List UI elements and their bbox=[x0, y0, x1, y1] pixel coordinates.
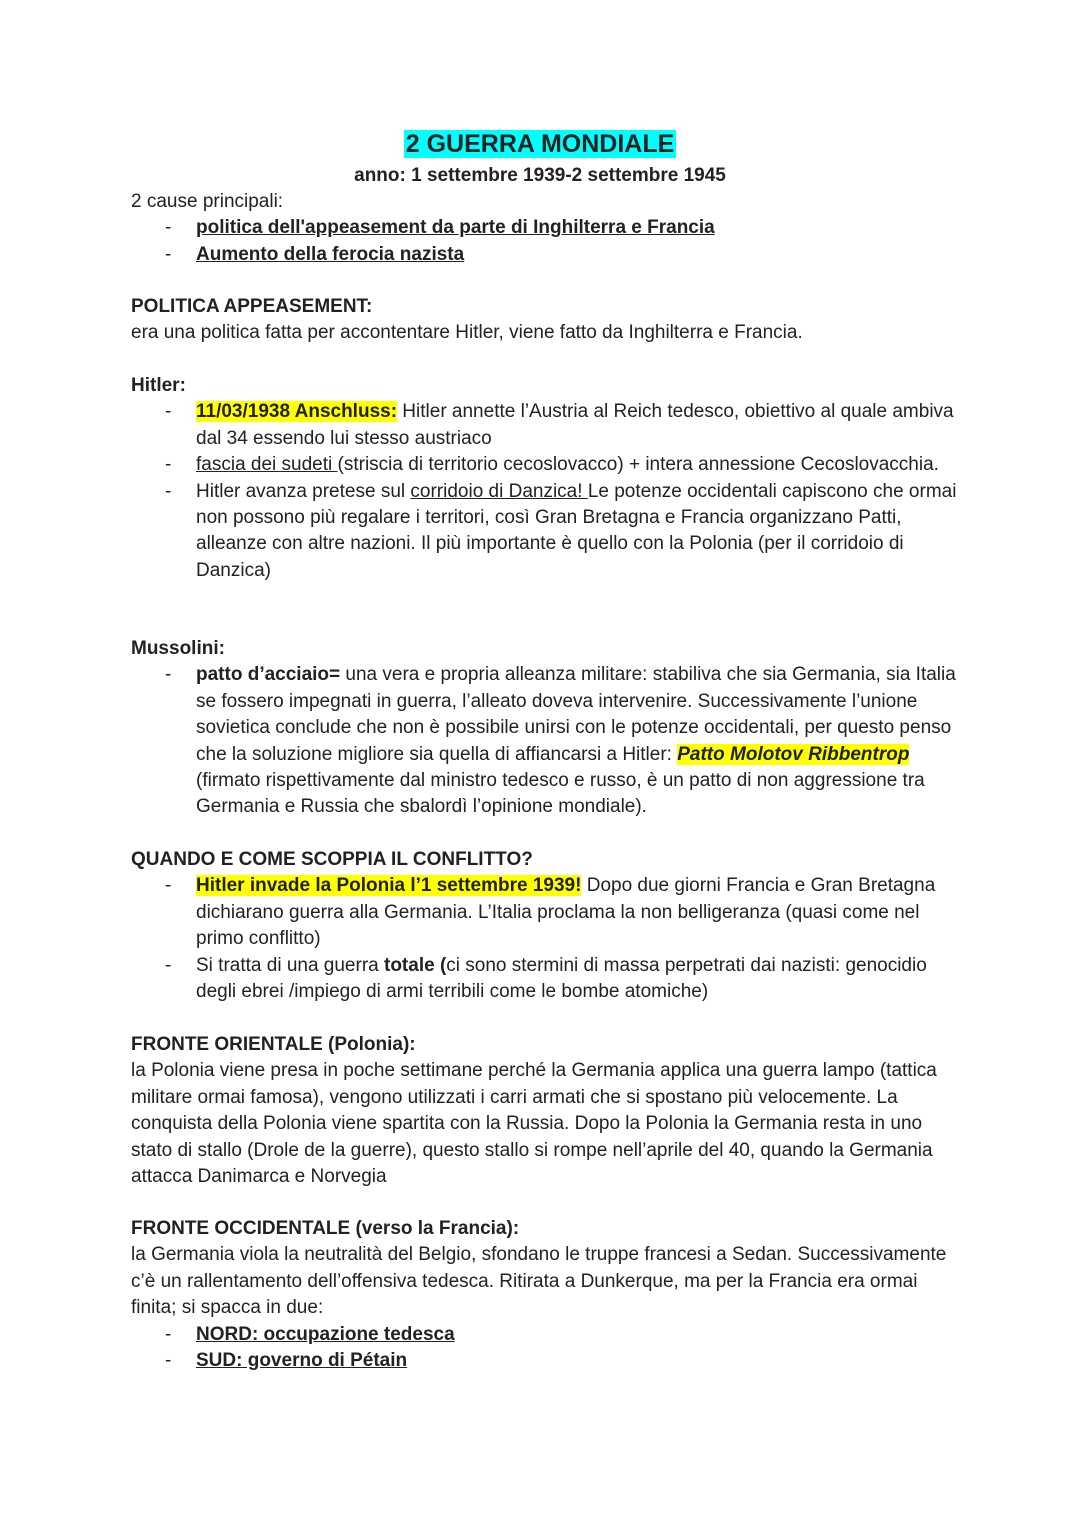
nord-item: NORD: occupazione tedesca bbox=[196, 1323, 455, 1345]
mussolini-list bbox=[131, 662, 961, 820]
appeasement-text: era una politica fatta per accontentare Hitler, viene fatto da Inghilterra e Francia. bbox=[131, 322, 803, 344]
east-front-heading: FRONTE ORIENTALE (Polonia): bbox=[131, 1034, 416, 1055]
page-title: 2 GUERRA MONDIALE bbox=[405, 130, 675, 158]
list-item bbox=[131, 399, 961, 452]
causes-section bbox=[131, 189, 961, 268]
west-front-section bbox=[131, 1216, 961, 1374]
cause-2: Aumento della ferocia nazista bbox=[196, 243, 465, 265]
list-item bbox=[131, 662, 961, 820]
conflict-list bbox=[131, 873, 961, 1005]
total-war-bold: totale ( bbox=[384, 954, 447, 976]
west-front-heading: FRONTE OCCIDENTALE (verso la Francia): bbox=[131, 1218, 520, 1239]
title-container bbox=[0, 128, 1080, 160]
list-item bbox=[131, 215, 961, 241]
danzica-text: Le potenze occidentali capiscono che ormai non possono più regalare i territori, così Gran Bretagna e Francia organizzano Patti, alleanze con altre nazioni. Il più importante è quello con la Polonia (per il corridoio di Danzica) bbox=[196, 480, 957, 581]
hitler-heading: Hitler: bbox=[131, 375, 186, 396]
molotov-text: (firmato rispettivamente dal ministro tedesco e russo, è un patto di non aggressione tra Germania e Russia che sbalordì l’opinione mondiale). bbox=[196, 770, 925, 818]
east-front-text: la Polonia viene presa in poche settimane perché la Germania applica una guerra lampo (tattica militare ormai famosa), vengono utilizzati i carri armati che si spostano più velocemente. La conquista della Polonia viene spartita con la Russia. Dopo la Polonia la Germania resta in uno stato di stallo (Drole de la guerre), questo stallo si rompe nell’aprile del 40, quando la Germania attacca Danimarca e Norvegia bbox=[131, 1060, 937, 1188]
east-front-section bbox=[131, 1032, 961, 1190]
anschluss-text: Hitler annette l’Austria al Reich tedesco, obiettivo al quale ambiva dal 34 essendo lui stesso austriaco bbox=[196, 401, 954, 449]
conflict-section bbox=[131, 847, 961, 1005]
anschluss-highlight: 11/03/1938 Anschluss: bbox=[196, 401, 398, 423]
mussolini-heading: Mussolini: bbox=[131, 638, 225, 659]
appeasement-heading: POLITICA APPEASEMENT: bbox=[131, 296, 373, 317]
danzica-pre: Hitler avanza pretese sul bbox=[196, 480, 411, 502]
cause-1: politica dell'appeasement da parte di Inghilterra e Francia bbox=[196, 217, 715, 239]
list-item bbox=[131, 953, 961, 1006]
west-front-text: la Germania viola la neutralità del Belgio, sfondano le truppe francesi a Sedan. Successivamente c’è un rallentamento dell’offensiva tedesca. Ritirata a Dunkerque, ma per la Francia era ormai finita; si spacca in due: bbox=[131, 1244, 947, 1319]
total-war-text: ci sono stermini di massa perpetrati dai nazisti: genocidio degli ebrei /impiego di armi terribili come le bombe atomiche) bbox=[196, 954, 927, 1003]
causes-list bbox=[131, 215, 961, 268]
invasion-text: Dopo due giorni Francia e Gran Bretagna dichiarano guerra alla Germania. L’Italia proclama la non belligeranza (quasi come nel primo conflitto) bbox=[196, 875, 936, 950]
west-front-list bbox=[131, 1322, 961, 1375]
hitler-list bbox=[131, 399, 961, 584]
mussolini-section bbox=[131, 636, 961, 821]
conflict-heading: QUANDO E COME SCOPPIA IL CONFLITTO? bbox=[131, 849, 533, 870]
hitler-section bbox=[131, 373, 961, 584]
sud-item: SUD: governo di Pétain bbox=[196, 1350, 408, 1372]
list-item bbox=[131, 873, 961, 952]
page-subtitle: anno: 1 settembre 1939-2 settembre 1945 bbox=[354, 165, 726, 186]
sudeti-underline: fascia dei sudeti bbox=[196, 454, 338, 476]
list-item bbox=[131, 1322, 961, 1348]
total-war-pre: Si tratta di una guerra bbox=[196, 954, 384, 976]
danzica-underline: corridoio di Danzica! bbox=[410, 480, 588, 502]
patto-acciaio-label: patto d’acciaio= bbox=[196, 664, 341, 686]
list-item bbox=[131, 479, 961, 585]
invasion-highlight: Hitler invade la Polonia l’1 settembre 1939! bbox=[196, 875, 582, 897]
patto-acciaio-text: una vera e propria alleanza militare: stabiliva che sia Germania, sia Italia se fossero impegnati in guerra, l’alleato doveva intervenire. Successivamente l’unione sovietica conclude che non è possibile unirsi con le potenze occidentali, per questo penso che la soluzione migliore sia quella di affiancarsi a Hitler: bbox=[196, 664, 956, 765]
causes-intro: 2 cause principali: bbox=[131, 191, 284, 212]
list-item bbox=[131, 242, 961, 268]
molotov-highlight: Patto Molotov Ribbentrop bbox=[677, 743, 910, 765]
sudeti-text: (striscia di territorio cecoslovacco) + intera annessione Cecoslovacchia. bbox=[337, 454, 939, 476]
appeasement-section bbox=[131, 294, 961, 347]
list-item bbox=[131, 452, 961, 478]
list-item bbox=[131, 1348, 961, 1374]
